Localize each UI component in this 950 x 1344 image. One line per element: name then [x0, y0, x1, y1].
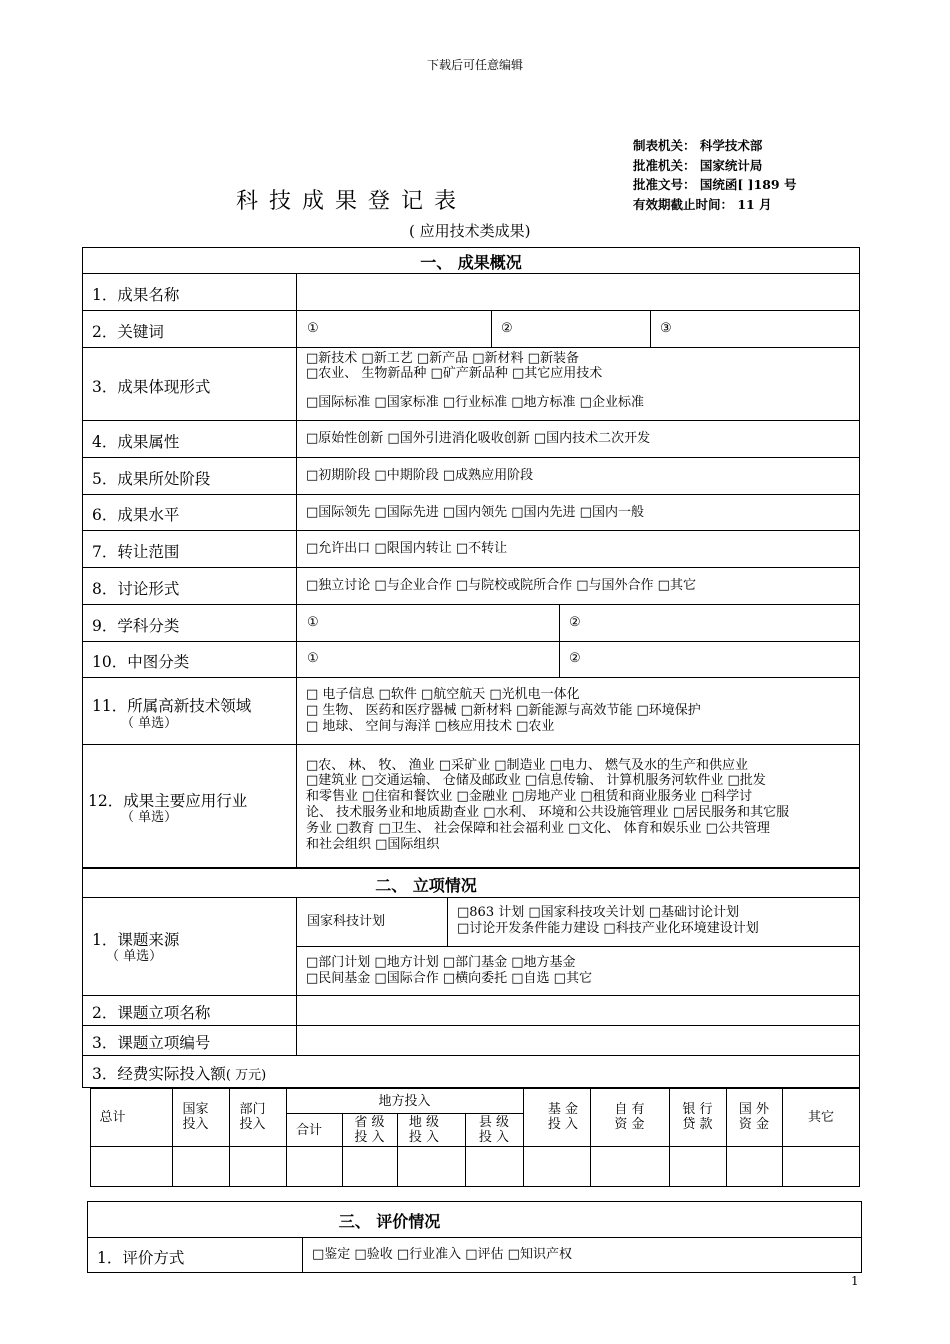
keywords-label: 2．关键词 [92, 323, 164, 341]
clc-label: 10．中图分类 [92, 653, 190, 671]
funding-national-header-l2: 投入 [182, 1117, 209, 1132]
project-number-label: 3．课题立项编号 [92, 1034, 211, 1052]
keyword-3-field[interactable]: ③ [660, 321, 672, 336]
funding-self-header-l2: 资 金 [614, 1117, 645, 1132]
funding-unit: ( 万元) [225, 1068, 267, 1083]
funding-city-header-l2: 投 入 [408, 1130, 440, 1145]
funding-province-header [342, 1115, 397, 1145]
hightech-field-options-2[interactable]: □ 生物、 医药和医疗器械 □新材料 □新能源与高效节能 □环境保护 [306, 703, 701, 718]
level-label: 6．成果水平 [92, 506, 180, 524]
funding-county-header-l2: 投 入 [478, 1130, 510, 1145]
funding-subtotal-header: 合计 [295, 1123, 322, 1138]
funding-fund-cell[interactable] [524, 1147, 590, 1186]
keyword-1-field[interactable]: ① [307, 321, 319, 336]
level-options[interactable]: □国际领先 □国际先进 □国内领先 □国内先进 □国内一般 [306, 505, 644, 520]
hightech-field-note: （ 单选） [121, 716, 178, 731]
evaluation-method-label: 1．评价方式 [97, 1249, 185, 1267]
clc-1-field[interactable]: ① [307, 651, 319, 666]
national-plan-label: 国家科技计划 [307, 914, 386, 929]
other-source-options-2[interactable]: □民间基金 □国际合作 □横向委托 □自选 □其它 [306, 971, 592, 986]
meta-line-validity: 有效期截止时间： 11 月 [633, 196, 772, 212]
funding-label [92, 1062, 266, 1084]
funding-dept-header-l1: 部门 [239, 1102, 266, 1117]
national-plan-options-1[interactable]: □863 计划 □国家科技攻关计划 □基础讨论计划 [457, 905, 740, 920]
industry-options-3[interactable]: 和零售业 □住宿和餐饮业 □金融业 □房地产业 □租赁和商业服务业 □科学讨 [306, 789, 753, 804]
form-of-result-options-3[interactable]: □国际标准 □国家标准 □行业标准 □地方标准 □企业标准 [306, 395, 644, 410]
project-source-note: （ 单选） [106, 949, 163, 964]
stage-label: 5．成果所处阶段 [92, 470, 211, 488]
funding-local-header: 地方投入 [378, 1094, 431, 1109]
other-source-options-1[interactable]: □部门计划 □地方计划 □部门基金 □地方基金 [306, 955, 576, 970]
national-plan-options-2[interactable]: □讨论开发条件能力建设 □科技产业化环境建设计划 [457, 921, 759, 936]
funding-bank-cell[interactable] [670, 1147, 726, 1186]
discussion-form-options[interactable]: □独立讨论 □与企业合作 □与院校或院所合作 □与国外合作 □其它 [306, 578, 696, 593]
funding-foreign-cell[interactable] [727, 1147, 782, 1186]
section3-heading: 三、 评价情况 [338, 1212, 441, 1231]
funding-province-header-l2: 投 入 [354, 1130, 385, 1145]
meta-line-approval-no: 批准文号： 国统函[ ]189 号 [633, 177, 797, 192]
funding-national-cell[interactable] [173, 1147, 229, 1186]
funding-total-header: 总计 [99, 1110, 126, 1125]
funding-total-cell[interactable] [91, 1147, 172, 1186]
form-of-result-options-2[interactable]: □农业、 生物新品种 □矿产新品种 □其它应用技术 [306, 366, 603, 381]
funding-city-header-l1: 地 级 [408, 1115, 440, 1130]
funding-national-header-l1: 国家 [182, 1102, 209, 1117]
project-name-field[interactable] [297, 996, 859, 1024]
project-number-field[interactable] [297, 1026, 859, 1054]
industry-options-5[interactable]: 务业 □教育 □卫生、 社会保障和社会福利业 □文化、 体育和娱乐业 □公共管理 [306, 821, 770, 836]
hightech-field-options-3[interactable]: □ 地球、 空间与海洋 □核应用技术 □农业 [306, 719, 555, 734]
stage-options[interactable]: □初期阶段 □中期阶段 □成熟应用阶段 [306, 468, 534, 483]
section2-heading: 二、 立项情况 [375, 876, 477, 895]
hightech-field-label: 11．所属高新技术领域 [92, 697, 252, 715]
funding-bank-header-l1: 银 行 [682, 1102, 713, 1117]
clc-2-field[interactable]: ② [569, 651, 581, 666]
funding-label-text: 3．经费实际投入额 [92, 1065, 226, 1083]
funding-city-header [397, 1115, 451, 1145]
funding-dept-header-l2: 投入 [239, 1117, 266, 1132]
funding-national-header [172, 1102, 219, 1132]
project-source-label: 1．课题来源 [92, 931, 180, 949]
funding-self-header [590, 1102, 669, 1132]
header-note: 下载后可任意编辑 [426, 58, 523, 72]
funding-fund-header-l1: 基 金 [547, 1102, 579, 1117]
achievement-name-label: 1．成果名称 [92, 286, 180, 304]
industry-options-2[interactable]: □建筑业 □交通运输、 仓储及邮政业 □信息传输、 计算机服务河软件业 □批发 [306, 773, 766, 788]
funding-dept-header [229, 1102, 276, 1132]
form-of-result-label: 3．成果体现形式 [92, 378, 211, 396]
industry-options-4[interactable]: 论、 技术服务业和地质勘查业 □水利、 环境和公共设施管理业 □居民服务和其它服 [306, 805, 790, 820]
industry-label: 12．成果主要应用行业 [88, 792, 248, 810]
funding-city-cell[interactable] [398, 1147, 465, 1186]
funding-province-cell[interactable] [343, 1147, 397, 1186]
discussion-form-label: 8．讨论形式 [92, 580, 180, 598]
industry-note: （ 单选） [121, 810, 178, 825]
funding-foreign-header-l1: 国 外 [738, 1102, 770, 1117]
attribute-label: 4．成果属性 [92, 433, 180, 451]
page-number: 1 [851, 1274, 859, 1288]
hightech-field-options-1[interactable]: □ 电子信息 □软件 □航空航天 □光机电一体化 [306, 687, 580, 702]
meta-line-issuer: 制表机关： 科学技术部 [633, 138, 763, 153]
funding-foreign-header [726, 1102, 782, 1132]
industry-options-6[interactable]: 和社会组织 □国际组织 [306, 837, 440, 852]
funding-dept-cell[interactable] [230, 1147, 286, 1186]
discipline-1-field[interactable]: ① [307, 615, 319, 630]
form-of-result-options-1[interactable]: □新技术 □新工艺 □新产品 □新材料 □新装备 [306, 351, 579, 366]
funding-foreign-header-l2: 资 金 [738, 1117, 770, 1132]
discipline-label: 9．学科分类 [92, 617, 180, 635]
funding-bank-header-l2: 贷 款 [682, 1117, 713, 1132]
evaluation-method-options[interactable]: □鉴定 □验收 □行业准入 □评估 □知识产权 [312, 1247, 572, 1262]
form-title: 科技成果登记表 [236, 189, 468, 214]
funding-other-cell[interactable] [783, 1147, 859, 1186]
form-metadata [633, 136, 796, 214]
funding-county-cell[interactable] [466, 1147, 523, 1186]
funding-province-header-l1: 省 级 [354, 1115, 385, 1130]
funding-bank-header [669, 1102, 726, 1132]
achievement-name-field[interactable] [297, 274, 859, 310]
funding-self-header-l1: 自 有 [614, 1102, 645, 1117]
transfer-scope-options[interactable]: □允许出口 □限国内转让 □不转让 [306, 541, 508, 556]
funding-other-header: 其它 [807, 1110, 834, 1125]
funding-county-header-l1: 县 级 [478, 1115, 510, 1130]
keyword-2-field[interactable]: ② [501, 321, 513, 336]
project-name-label: 2．课题立项名称 [92, 1004, 211, 1022]
funding-county-header [465, 1115, 523, 1145]
funding-fund-header-l2: 投 入 [547, 1117, 579, 1132]
form-subtitle: ( 应用技术类成果) [409, 222, 531, 240]
funding-subtotal-cell[interactable] [287, 1147, 342, 1186]
meta-line-approver: 批准机关： 国家统计局 [633, 157, 763, 173]
discipline-2-field[interactable]: ② [569, 615, 581, 630]
attribute-options[interactable]: □原始性创新 □国外引进消化吸收创新 □国内技术二次开发 [306, 431, 651, 446]
funding-self-cell[interactable] [591, 1147, 669, 1186]
section1-heading: 一、 成果概况 [420, 253, 522, 272]
transfer-scope-label: 7．转让范围 [92, 543, 180, 561]
industry-options-1[interactable]: □农、 林、 牧、 渔业 □采矿业 □制造业 □电力、 燃气及水的生产和供应业 [306, 758, 749, 773]
